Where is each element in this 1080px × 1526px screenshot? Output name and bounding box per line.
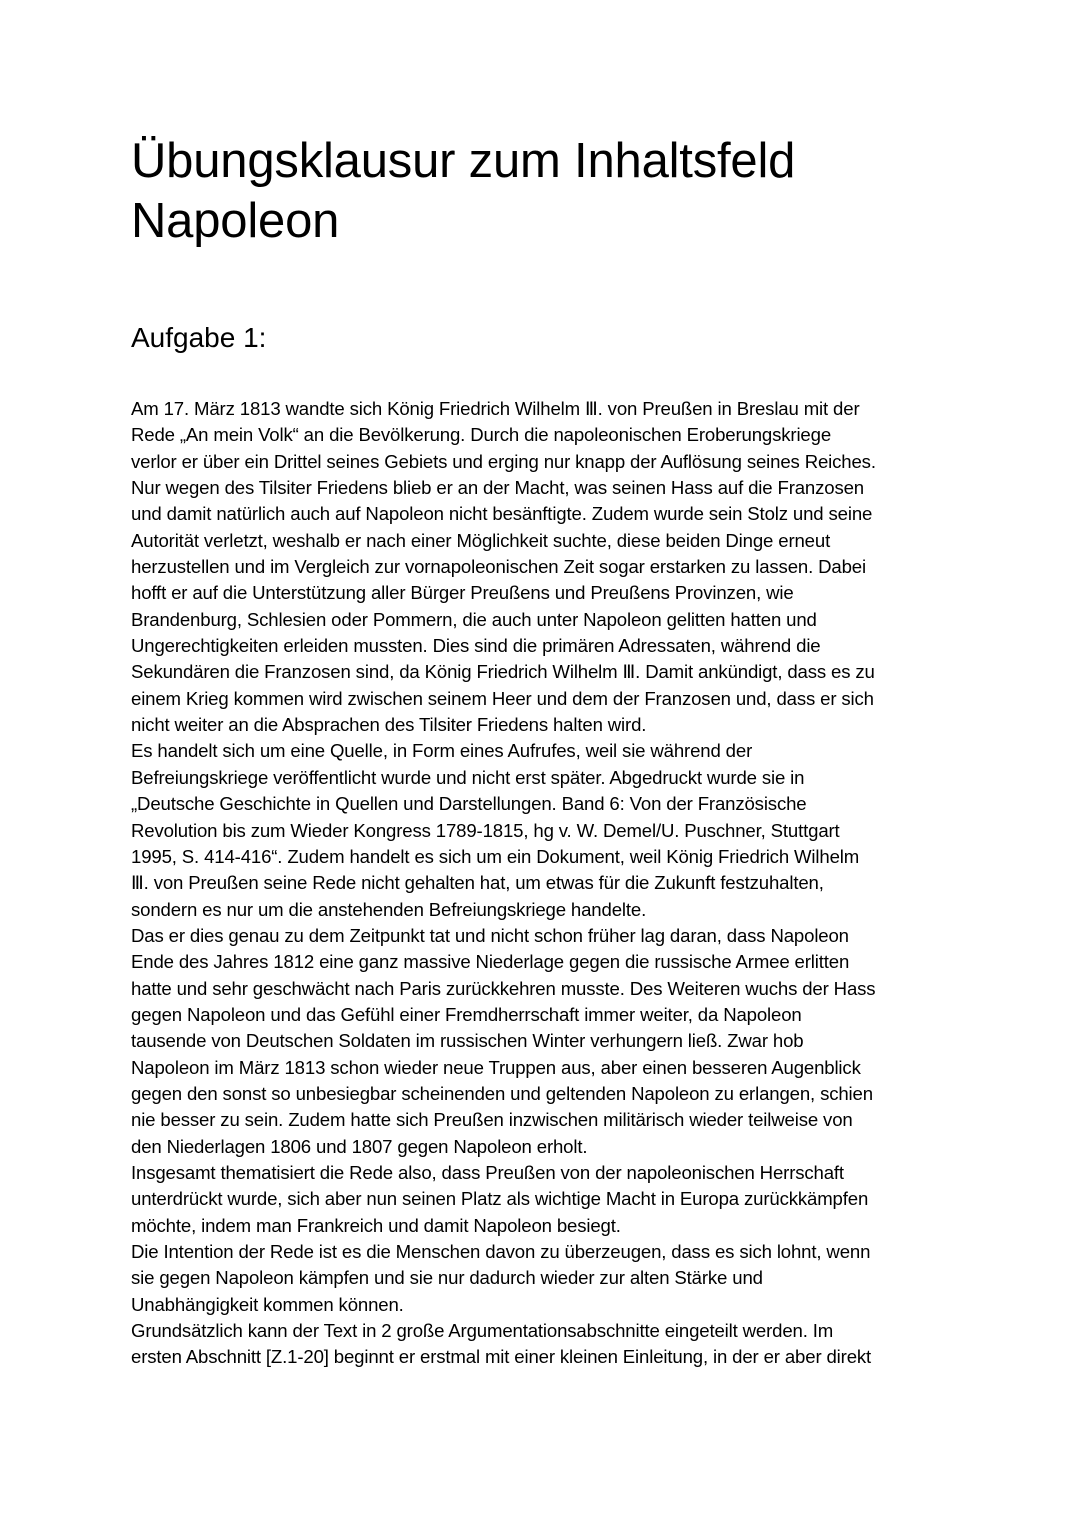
text-line: 1995, S. 414-416“. Zudem handelt es sich um ein Dokument, weil König Friedrich Wilhelm	[131, 845, 860, 867]
text-line: Ende des Jahres 1812 eine ganz massive Niederlage gegen die russische Armee erlitten	[131, 951, 850, 973]
text-line: Die Intention der Rede ist es die Menschen davon zu überzeugen, dass es sich lohnt, wenn	[131, 1241, 871, 1262]
text-line: Brandenburg, Schlesien oder Pommern, die auch unter Napoleon gelitten hatten und	[131, 608, 817, 630]
text-line: einem Krieg kommen wird zwischen seinem Heer und dem der Franzosen und, dass er sich	[131, 687, 874, 709]
text-line: nie besser zu sein. Zudem hatte sich Preußen inzwischen militärisch wieder teilweise von	[131, 1109, 853, 1131]
document-title	[131, 131, 795, 251]
text-line: herzustellen und im Vergleich zur vornapoleonischen Zeit sogar erstarken zu lassen. Dabei	[131, 556, 866, 578]
text-line: Rede „An mein Volk“ an die Bevölkerung. Durch die napoleonischen Eroberungskriege	[131, 424, 832, 446]
text-line: tausende von Deutschen Soldaten im russischen Winter verhungern ließ. Zwar hob	[131, 1030, 804, 1052]
text-line: Napoleon im März 1813 schon wieder neue Truppen aus, aber einen besseren Augenblick	[131, 1056, 861, 1078]
text-line: unterdrückt wurde, sich aber nun seinen Platz als wichtige Macht in Europa zurückkämpfen	[131, 1188, 869, 1210]
text-line: Ungerechtigkeiten erleiden mussten. Dies sind die primären Adressaten, während die	[131, 635, 821, 657]
text-line: Grundsätzlich kann der Text in 2 große Argumentationsabschnitte eingeteilt werden. Im	[131, 1320, 834, 1342]
body-text	[131, 396, 971, 1371]
text-line: Ⅲ. von Preußen seine Rede nicht gehalten hat, um etwas für die Zukunft festzuhalten,	[131, 872, 824, 894]
text-line: und damit natürlich auch auf Napoleon nicht besänftigte. Zudem wurde sein Stolz und seine	[131, 503, 873, 525]
text-line: ersten Abschnitt [Z.1-20] beginnt er erstmal mit einer kleinen Einleitung, in der er aber direkt	[131, 1346, 872, 1368]
title-line: Napoleon	[131, 194, 340, 248]
text-line: möchte, indem man Frankreich und damit Napoleon besiegt.	[131, 1214, 621, 1236]
section-heading-aufgabe-1: Aufgabe 1:	[131, 322, 267, 353]
text-line: hofft er auf die Unterstützung aller Bürger Preußens und Preußens Provinzen, wie	[131, 582, 794, 604]
title-line: Übungsklausur zum Inhaltsfeld	[131, 134, 796, 188]
text-line: hatte und sehr geschwächt nach Paris zurückkehren musste. Des Weiteren wuchs der Hass	[131, 977, 876, 999]
text-line: „Deutsche Geschichte in Quellen und Darstellungen. Band 6: Von der Französische	[131, 793, 807, 815]
text-line: Befreiungskriege veröffentlicht wurde und nicht erst später. Abgedruckt wurde sie in	[131, 766, 805, 788]
text-line: Sekundären die Franzosen sind, da König Friedrich Wilhelm Ⅲ. Damit ankündigt, dass es zu	[131, 661, 875, 683]
text-line: gegen Napoleon und das Gefühl einer Fremdherrschaft immer weiter, da Napoleon	[131, 1003, 802, 1025]
text-line: nicht weiter an die Absprachen des Tilsiter Friedens halten wird.	[131, 714, 647, 736]
text-line: Autorität verletzt, weshalb er nach einer Möglichkeit suchte, diese beiden Dinge erneut	[131, 529, 831, 551]
text-line: Insgesamt thematisiert die Rede also, dass Preußen von der napoleonischen Herrschaft	[131, 1161, 844, 1183]
text-line: Das er dies genau zu dem Zeitpunkt tat und nicht schon früher lag daran, dass Napoleon	[131, 924, 849, 946]
text-line: den Niederlagen 1806 und 1807 gegen Napoleon erholt.	[131, 1135, 588, 1157]
text-line: verlor er über ein Drittel seines Gebiets und erging nur knapp der Auflösung seines Reiches.	[131, 450, 876, 472]
text-line: gegen den sonst so unbesiegbar scheinenden und geltenden Napoleon zu erlangen, schien	[131, 1082, 873, 1104]
text-line: sondern es nur um die anstehenden Befreiungskriege handelte.	[131, 898, 647, 920]
text-line: Es handelt sich um eine Quelle, in Form eines Aufrufes, weil sie während der	[131, 740, 753, 762]
text-line: Nur wegen des Tilsiter Friedens blieb er an der Macht, was seinen Hass auf die Franzosen	[131, 477, 864, 499]
text-line: Am 17. März 1813 wandte sich König Friedrich Wilhelm Ⅲ. von Preußen in Breslau mit der	[131, 398, 860, 419]
text-line: Revolution bis zum Wieder Kongress 1789-1815, hg v. W. Demel/U. Puschner, Stuttgart	[131, 819, 840, 841]
text-line: Unabhängigkeit kommen können.	[131, 1293, 404, 1315]
text-line: sie gegen Napoleon kämpfen und sie nur dadurch wieder zur alten Stärke und	[131, 1267, 763, 1289]
